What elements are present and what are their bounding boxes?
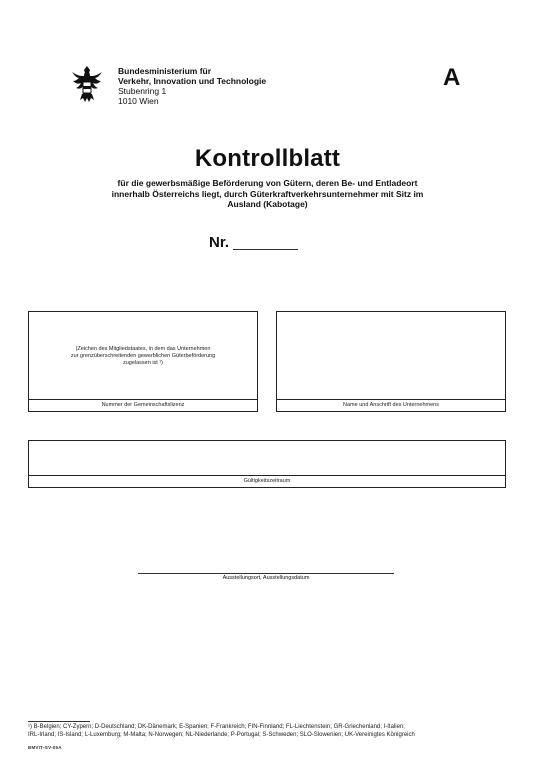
community-license-caption: Nummer der Gemeinschaftslizenz [101, 402, 185, 408]
subtitle-line2: innerhalb Österreichs liegt, durch Güterkraftverkehrsunternehmer mit Sitz im [111, 188, 424, 199]
issue-place-date-field[interactable] [138, 573, 394, 574]
box-divider [29, 475, 505, 476]
box-divider [277, 399, 505, 400]
ministry-street: Stubenring 1 [118, 86, 167, 96]
subtitle-line1: für die gewerbsmäßige Beförderung von Gütern, deren Be- und Entladeort [117, 178, 418, 188]
box-divider [29, 399, 257, 400]
company-caption: Name und Anschrift des Unternehmens [343, 402, 439, 408]
page-title: Kontrollblatt [194, 145, 341, 172]
member-state-box[interactable] [28, 311, 258, 412]
company-box[interactable] [276, 311, 506, 412]
validity-box[interactable] [28, 440, 506, 488]
issue-place-date-caption: Ausstellungsort, Ausstellungsdatum [222, 575, 310, 581]
member-state-note-line1: (Zeichen des Mitgliedstaates, in dem das Unternehmen [75, 346, 211, 352]
number-field[interactable] [233, 249, 298, 250]
form-code: BMVIT-GV-05A [28, 745, 62, 750]
ministry-address-block [118, 66, 266, 106]
page-subtitle [60, 178, 475, 210]
subtitle-line3: Ausland (Kabotage) [227, 199, 308, 209]
validity-caption: Gültigkeitszeitraum [243, 478, 291, 484]
ministry-name-line1: Bundesministerium für [118, 66, 212, 76]
footnote-line2: IRL-Irland; IS-Island; L-Luxemburg; M-Malta; N-Norwegen; NL-Niederlande; P-Portugal; S-Schweden; SLO-Slowenien; UK-Vereinigtes Königreich [28, 731, 415, 738]
ministry-name-line2: Verkehr, Innovation und Technologie [118, 76, 267, 86]
footnote-line1: ¹) B-Belgien; CY-Zypern; D-Deutschland; DK-Dänemark; E-Spanien; F-Frankreich; FIN-Finnland; FL-Liechtenstein; GR-Griechenland; I-Italien; [28, 724, 405, 730]
form-letter: A [443, 64, 461, 91]
footnote-rule [28, 721, 90, 722]
member-state-note-line2: zur grenzüberschreitenden gewerblichen Güterbeförderung [70, 353, 216, 359]
member-state-note [39, 346, 247, 367]
footnote [28, 724, 508, 739]
member-state-note-line3: zugelassen ist ¹) [122, 360, 164, 366]
number-label: Nr. [209, 234, 230, 251]
ministry-city: 1010 Wien [118, 96, 159, 106]
austrian-eagle-icon [70, 64, 104, 104]
